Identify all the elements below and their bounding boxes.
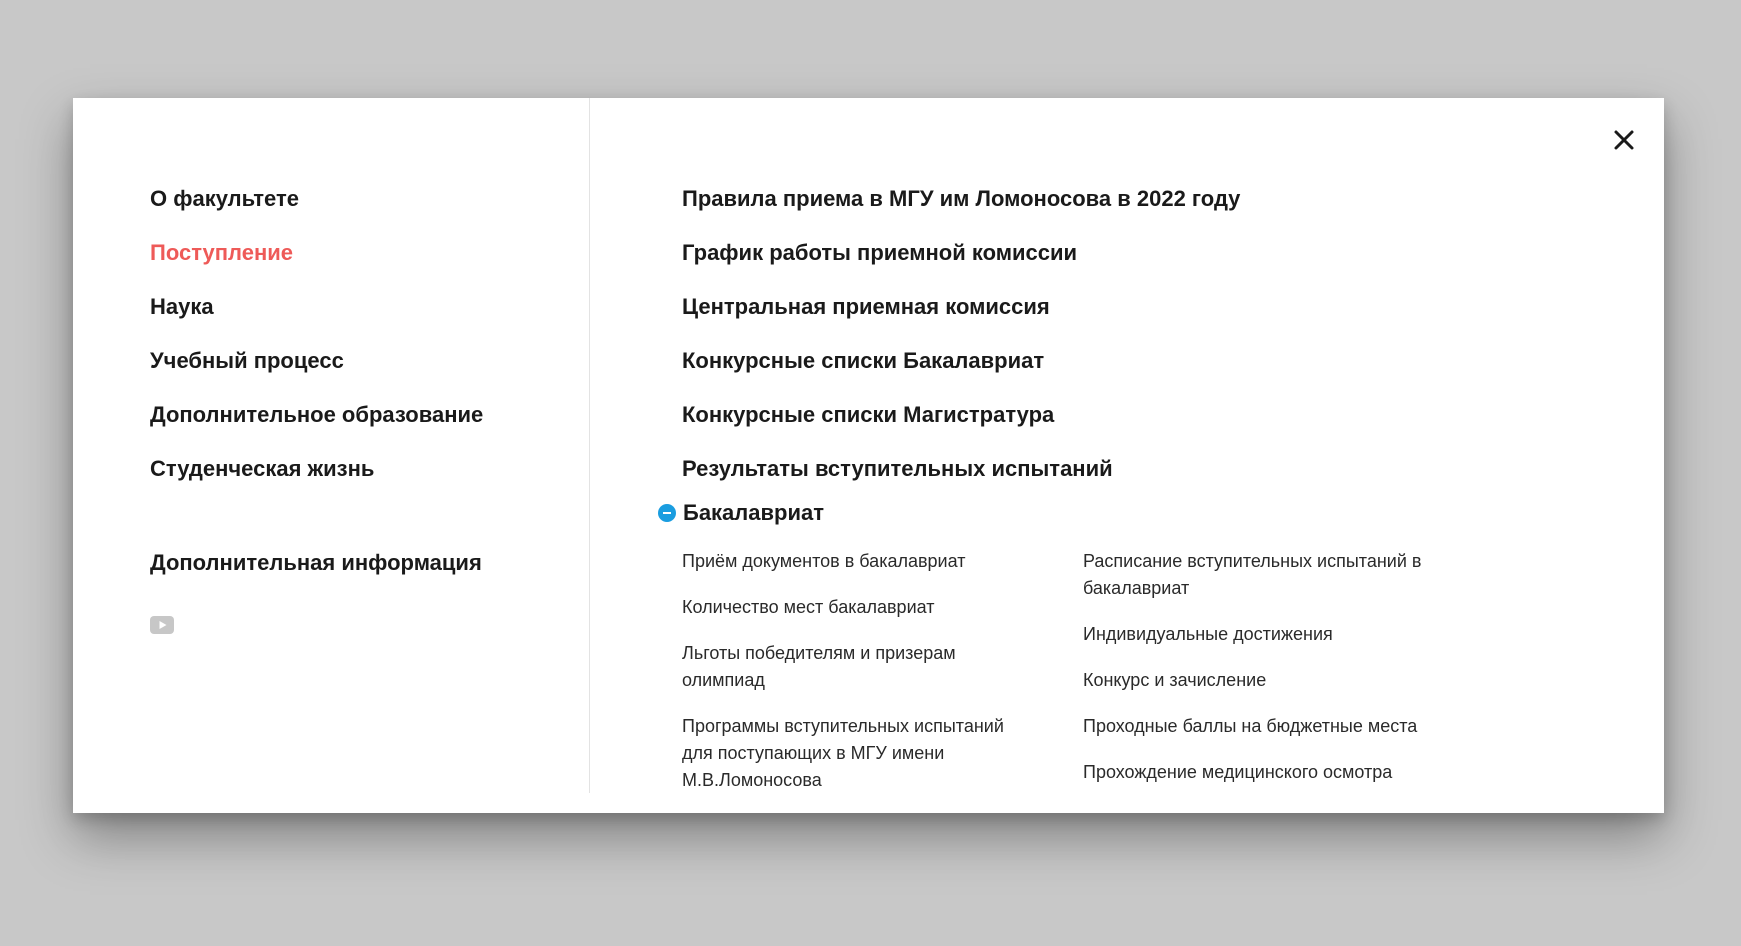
nav-item-student-life[interactable]: Студенческая жизнь bbox=[150, 456, 375, 481]
nav-item-additional-education[interactable]: Дополнительное образование bbox=[150, 402, 484, 427]
nav-item-science[interactable]: Наука bbox=[150, 294, 214, 319]
link-lists-bachelor[interactable]: Конкурсные списки Бакалавриат bbox=[682, 348, 1045, 373]
sub-link-documents[interactable]: Приём документов в бакалавриат bbox=[682, 551, 966, 571]
sub-link-passing-scores[interactable]: Проходные баллы на бюджетные места bbox=[1083, 716, 1418, 736]
nav-item-admission[interactable]: Поступление bbox=[150, 240, 294, 265]
section-title: Бакалавриат bbox=[683, 500, 825, 525]
link-admission-rules[interactable]: Правила приема в МГУ им Ломоносова в 2022 году bbox=[682, 186, 1241, 211]
section-bachelor-toggle[interactable] bbox=[658, 498, 824, 528]
sub-link-competition[interactable]: Конкурс и зачисление bbox=[1083, 670, 1267, 690]
close-icon bbox=[1606, 122, 1642, 158]
sub-link-exam-programs[interactable]: Программы вступительных испытаний для поступающих в МГУ имени М.В.Ломоносова bbox=[682, 716, 1004, 790]
nav-item-additional-info[interactable]: Дополнительная информация bbox=[150, 550, 482, 575]
nav-item-study-process[interactable]: Учебный процесс bbox=[150, 348, 344, 373]
nav-item-about[interactable]: О факультете bbox=[150, 186, 299, 211]
link-central-committee[interactable]: Центральная приемная комиссия bbox=[682, 294, 1050, 319]
minus-circle-icon bbox=[658, 504, 676, 522]
link-committee-schedule[interactable]: График работы приемной комиссии bbox=[682, 240, 1078, 265]
link-exam-results[interactable]: Результаты вступительных испытаний bbox=[682, 456, 1113, 481]
youtube-icon[interactable] bbox=[150, 616, 174, 634]
sub-link-places[interactable]: Количество мест бакалавриат bbox=[682, 597, 935, 617]
link-lists-master[interactable]: Конкурсные списки Магистратура bbox=[682, 402, 1055, 427]
sub-link-benefits[interactable]: Льготы победителям и призерам олимпиад bbox=[682, 643, 956, 690]
sub-link-achievements[interactable]: Индивидуальные достижения bbox=[1083, 624, 1333, 644]
sub-link-medical[interactable]: Прохождение медицинского осмотра bbox=[1083, 762, 1393, 782]
sub-link-exam-schedule[interactable]: Расписание вступительных испытаний в бакалавриат bbox=[1083, 551, 1422, 598]
column-divider bbox=[589, 98, 590, 793]
close-button[interactable] bbox=[1606, 122, 1642, 158]
menu-modal bbox=[73, 98, 1664, 813]
